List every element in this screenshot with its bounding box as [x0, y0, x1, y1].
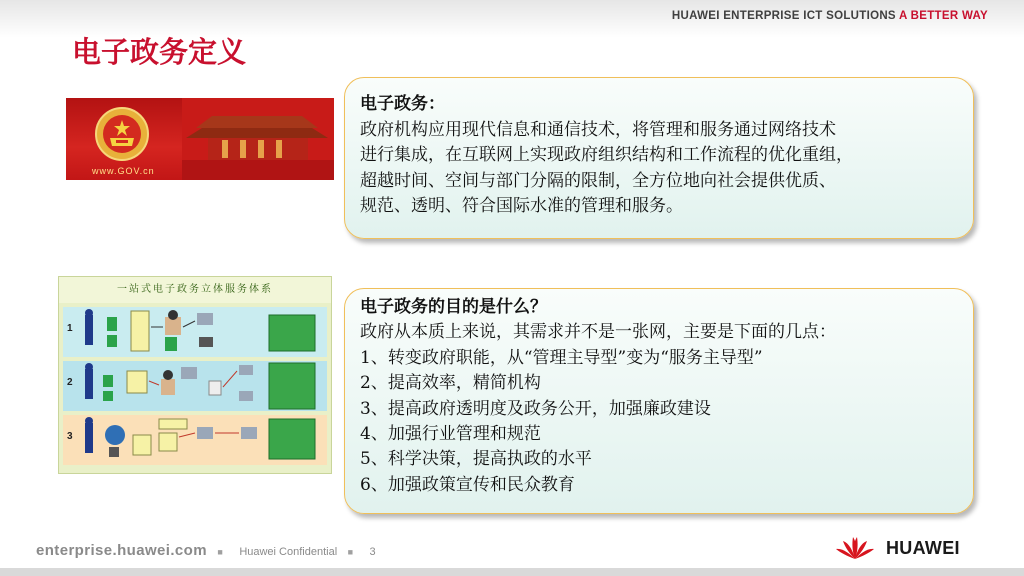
lane-number-2: 2	[67, 377, 73, 388]
tagline-main: HUAWEI ENTERPRISE ICT SOLUTIONS	[671, 10, 896, 22]
slide-title: 电子政务定义	[72, 35, 247, 69]
gov-banner-image	[66, 98, 334, 180]
purpose-heading: 电子政务的目的是什么？	[360, 297, 547, 317]
footer-separator-1: ■	[217, 547, 223, 557]
header-tagline	[672, 10, 988, 22]
footer-page-number: 3	[369, 546, 376, 558]
service-system-diagram	[58, 276, 332, 474]
purpose-item-4: 4、加强行业管理和规范	[360, 424, 541, 445]
purpose-callout	[344, 288, 974, 514]
diagram-lane-2	[63, 361, 327, 411]
definition-line-2: 进行集成，在互联网上实现政府组织结构和工作流程的优化重组，	[360, 145, 853, 166]
gov-url-text: www.GOV.cn	[92, 166, 155, 176]
diagram-title: 一站式电子政务立体服务体系	[59, 277, 331, 303]
tagline-accent: A BETTER WAY	[898, 10, 988, 22]
tiananmen-gate-icon	[182, 98, 334, 180]
purpose-item-1: 1、转变政府职能，从“管理主导型”变为“服务主导型”	[360, 347, 763, 368]
lane-number-3: 3	[67, 431, 73, 442]
lane-number-1: 1	[67, 323, 73, 334]
huawei-brand-name: HUAWEI	[886, 538, 960, 558]
footer-confidential: Huawei Confidential	[239, 546, 338, 558]
footer-info	[36, 542, 376, 560]
definition-line-3: 超越时间、空间与部门分隔的限制，全方位地向社会提供优质、	[360, 170, 836, 191]
diagram-lane-1	[63, 307, 327, 357]
footer-site-link[interactable]: enterprise.huawei.com	[36, 542, 207, 559]
purpose-intro: 政府从本质上来说，其需求并不是一张网，主要是下面的几点：	[360, 322, 836, 343]
lane-1-flow-icon	[63, 307, 327, 357]
lane-3-flow-icon	[63, 415, 327, 465]
purpose-item-3: 3、提高政府透明度及政务公开，加强廉政建设	[360, 398, 711, 419]
purpose-item-6: 6、加强政策宣传和民众教育	[360, 474, 575, 495]
definition-heading: 电子政务：	[360, 94, 445, 114]
lane-2-flow-icon	[63, 361, 327, 411]
footer-separator-2: ■	[347, 547, 354, 557]
definition-callout	[344, 77, 974, 239]
purpose-item-2: 2、提高效率，精简机构	[360, 373, 541, 394]
definition-line-1: 政府机构应用现代信息和通信技术，将管理和服务通过网络技术	[360, 119, 836, 140]
purpose-item-5: 5、科学决策，提高执政的水平	[360, 449, 592, 470]
footer-bar	[0, 568, 1024, 576]
diagram-lane-3	[63, 415, 327, 465]
huawei-logo-icon	[832, 532, 878, 562]
definition-line-4: 规范、透明、符合国际水准的管理和服务。	[360, 196, 683, 217]
national-emblem-icon	[94, 106, 150, 162]
